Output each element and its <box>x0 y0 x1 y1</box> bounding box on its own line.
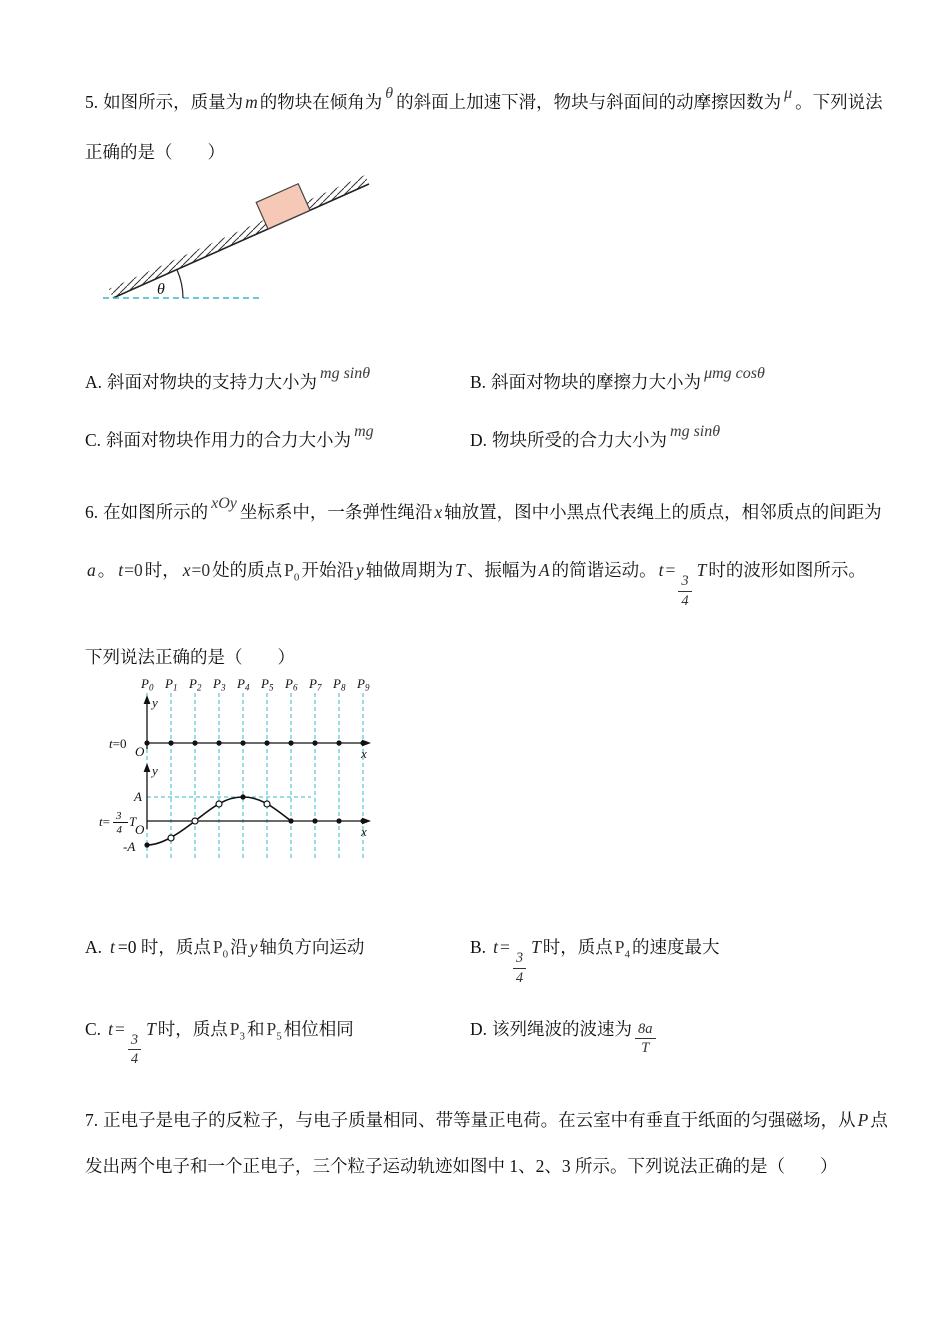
q5-stem-line1 <box>85 82 883 114</box>
math-t-eq-0 <box>109 937 116 957</box>
q5-option-d <box>470 420 867 452</box>
text-run: 斜面对物块的摩擦力大小为 <box>491 372 702 392</box>
text-run: 轴做周期为 <box>365 560 454 580</box>
dashed-grid-lines <box>147 693 363 859</box>
math-var-P: P <box>857 1110 869 1131</box>
text-run: 时， <box>144 560 180 580</box>
math-var-T: T <box>455 560 465 580</box>
q7-stem-line1 <box>85 1108 888 1132</box>
p-label: P3 <box>213 677 226 693</box>
neg-amplitude-label: -A <box>123 839 136 855</box>
fraction-3-4 <box>678 573 691 609</box>
p-label: P9 <box>357 677 370 693</box>
math-var-P: P <box>266 1018 277 1039</box>
math-var-P: P <box>229 1018 240 1039</box>
q6-number: 6. <box>85 502 99 522</box>
math-p4 <box>614 937 631 961</box>
q5-number: 5. <box>85 92 99 112</box>
t-equals: t= <box>99 814 110 830</box>
text-run: 沿 <box>230 937 248 958</box>
math-theta: θ <box>385 85 394 102</box>
period-label: T <box>129 814 137 830</box>
fraction-denominator: 4 <box>515 970 524 987</box>
math-frac-t34T <box>106 1018 158 1068</box>
math-equals: = <box>499 937 510 958</box>
math-formula: mg <box>354 423 374 440</box>
p-label: P4 <box>237 677 250 693</box>
theta-label: θ <box>157 281 165 298</box>
math-var-t: t <box>658 560 664 580</box>
q6-option-b <box>470 935 867 986</box>
text-run: 。 <box>97 560 116 580</box>
math-p3 <box>229 1018 246 1043</box>
option-label: D. <box>470 1018 488 1039</box>
math-frac-t34T <box>657 560 709 609</box>
math-var-t: t <box>110 937 115 958</box>
math-formula: mg sinθ <box>320 365 371 382</box>
text-run: 和 <box>247 1018 265 1039</box>
option-label: B. <box>470 372 487 392</box>
fraction-numerator: 3 <box>513 950 526 969</box>
math-var-a: a <box>87 560 96 580</box>
text-run: 轴负方向运动 <box>259 937 365 958</box>
math-t-eq-0 <box>117 560 143 580</box>
amplitude-label: A <box>134 789 142 805</box>
math-p5 <box>266 1018 282 1043</box>
text-run: 的斜面上加速下滑，物块与斜面间的动摩擦因数为 <box>396 92 782 112</box>
math-var-x: x <box>182 560 191 580</box>
math-var-P: P <box>284 560 294 580</box>
math-var-T: T <box>696 560 707 580</box>
y-axis-arrow <box>144 695 151 704</box>
origin-label: O <box>135 822 145 838</box>
fraction-denominator: 4 <box>130 1051 139 1068</box>
text-run: 物块所受的合力大小为 <box>492 430 668 450</box>
math-var-T: T <box>146 1018 156 1039</box>
fraction-numerator: 3 <box>128 1032 141 1051</box>
math-sub: 4 <box>624 948 631 961</box>
origin-label: O <box>135 744 145 760</box>
math-var-y: y <box>355 560 364 580</box>
text-run: 处的质点 <box>212 560 283 580</box>
math-var-m: m <box>245 92 258 112</box>
math-frac-t34T <box>491 937 543 987</box>
q6-stem-line3: 下列说法正确的是（ ） <box>85 647 295 668</box>
math-var-T: T <box>531 937 541 958</box>
q6-option-c <box>85 1017 470 1068</box>
angle-arc <box>177 270 183 298</box>
p-label: P5 <box>261 677 274 693</box>
math-var-t: t <box>108 1018 113 1039</box>
fraction-denominator: T <box>641 1040 650 1057</box>
math-xoy: xOy <box>211 495 237 512</box>
math-var-P: P <box>212 937 223 958</box>
option-label: B. <box>470 937 487 958</box>
q5-options-row-1 <box>85 362 867 394</box>
time-label-t34T <box>99 810 137 836</box>
fraction-denominator: 4 <box>681 592 689 609</box>
text-run: 斜面对物块的支持力大小为 <box>107 372 318 392</box>
fraction-numerator: 3 <box>116 810 122 823</box>
math-var-t: t <box>493 937 498 958</box>
graph-t34T <box>99 763 371 854</box>
text-run: 坐标系中，一条弹性绳沿 <box>239 502 433 522</box>
text-run: 时的波形如图所示。 <box>708 560 866 580</box>
fraction-3-4 <box>128 1032 141 1068</box>
fraction-8a-T <box>635 1021 656 1057</box>
math-sub: 5 <box>276 1030 282 1043</box>
p-label: P2 <box>189 677 202 693</box>
y-axis-label: y <box>152 695 158 711</box>
text-run: =0 时，质点 <box>117 937 211 958</box>
incline-surface-line <box>113 184 369 298</box>
math-formula: μmg cosθ <box>704 365 765 382</box>
x-axis-label: x <box>361 746 367 762</box>
q5-stem-line2: 正确的是（ ） <box>85 142 225 162</box>
text-run: 正电子是电子的反粒子，与电子质量相同、带等量正电荷。在云室中有垂直于纸面的匀强磁场，从 <box>103 1110 856 1131</box>
option-label: C. <box>85 1018 102 1039</box>
text-run: 开始沿 <box>301 560 354 580</box>
fraction-numerator: 8a <box>635 1021 656 1040</box>
math-sub: 3 <box>239 1030 246 1043</box>
text-run: 相位相同 <box>283 1018 354 1039</box>
math-equals: = <box>665 560 676 580</box>
fraction-numerator: 3 <box>678 573 691 592</box>
y-axis-label: y <box>152 763 158 779</box>
graph-t0 <box>109 695 371 761</box>
math-mu: μ <box>784 85 793 102</box>
text-run: 时，质点 <box>542 937 613 958</box>
p-point-labels <box>140 677 370 693</box>
q6-options-row-2 <box>85 1017 867 1068</box>
text-run: 的简谐运动。 <box>551 560 657 580</box>
q5-option-b <box>470 362 867 394</box>
text-run: 。下列说法 <box>795 92 883 112</box>
text-run: 该列绳波的波速为 <box>492 1018 633 1039</box>
text-run: 的物块在倾角为 <box>259 92 383 112</box>
q7-number: 7. <box>85 1110 99 1131</box>
hatch-strip <box>109 175 369 298</box>
q6-option-a <box>85 935 470 967</box>
text-run: 斜面对物块作用力的合力大小为 <box>106 430 352 450</box>
q5-incline-figure <box>99 174 399 316</box>
option-label: D. <box>470 430 488 450</box>
p-label: P8 <box>333 677 346 693</box>
math-var-x: x <box>434 502 443 522</box>
q5-option-c <box>85 420 470 452</box>
x-axis-label: x <box>361 824 367 840</box>
math-sub-0: 0 <box>293 571 300 584</box>
q6-option-d <box>470 1017 867 1057</box>
q6-stem-line2 <box>85 558 867 609</box>
p-label: P6 <box>285 677 298 693</box>
q5-option-a <box>85 362 470 394</box>
math-x-eq-0 <box>182 560 210 580</box>
math-var-y: y <box>249 937 258 958</box>
math-var-t: t <box>118 560 124 580</box>
math-var-A: A <box>538 560 550 580</box>
q6-stem-line1 <box>85 492 882 524</box>
text-run: 点 <box>870 1110 888 1131</box>
q7-stem-line2: 发出两个电子和一个正电子，三个粒子运动轨迹如图中 1、2、3 所示。下列说法正确的是（ ） <box>85 1156 838 1177</box>
text-run: 时，质点 <box>157 1018 228 1039</box>
text-run: 的速度最大 <box>632 937 720 958</box>
text-run: 在如图所示的 <box>103 502 209 522</box>
text-run: 轴放置，图中小黑点代表绳上的质点，相邻质点的间距为 <box>444 502 882 522</box>
q6-options-row-1 <box>85 935 867 986</box>
math-sub: 0 <box>222 948 229 961</box>
text-run: 如图所示，质量为 <box>103 92 244 112</box>
math-equals: = <box>114 1018 125 1039</box>
q5-options-row-2 <box>85 420 867 452</box>
fraction-3-4 <box>513 950 526 986</box>
time-label-t0: t=0 <box>109 736 127 752</box>
math-formula: mg sinθ <box>670 423 721 440</box>
option-label: C. <box>85 430 102 450</box>
content-column <box>85 0 888 1178</box>
p-label: P1 <box>165 677 178 693</box>
q6-wave-figure <box>99 677 391 873</box>
option-label: A. <box>85 372 103 392</box>
option-label: A. <box>85 937 103 958</box>
math-p0 <box>212 937 229 961</box>
p-label: P7 <box>309 677 322 693</box>
text-run: 、振幅为 <box>466 560 537 580</box>
text-run: =0 <box>124 560 143 580</box>
math-p0 <box>284 560 300 584</box>
math-var-P: P <box>614 937 625 958</box>
text-run: =0 <box>191 560 211 580</box>
fraction-denominator: 4 <box>116 824 122 837</box>
y-axis-arrow <box>144 763 151 772</box>
p-label: P0 <box>141 677 154 693</box>
